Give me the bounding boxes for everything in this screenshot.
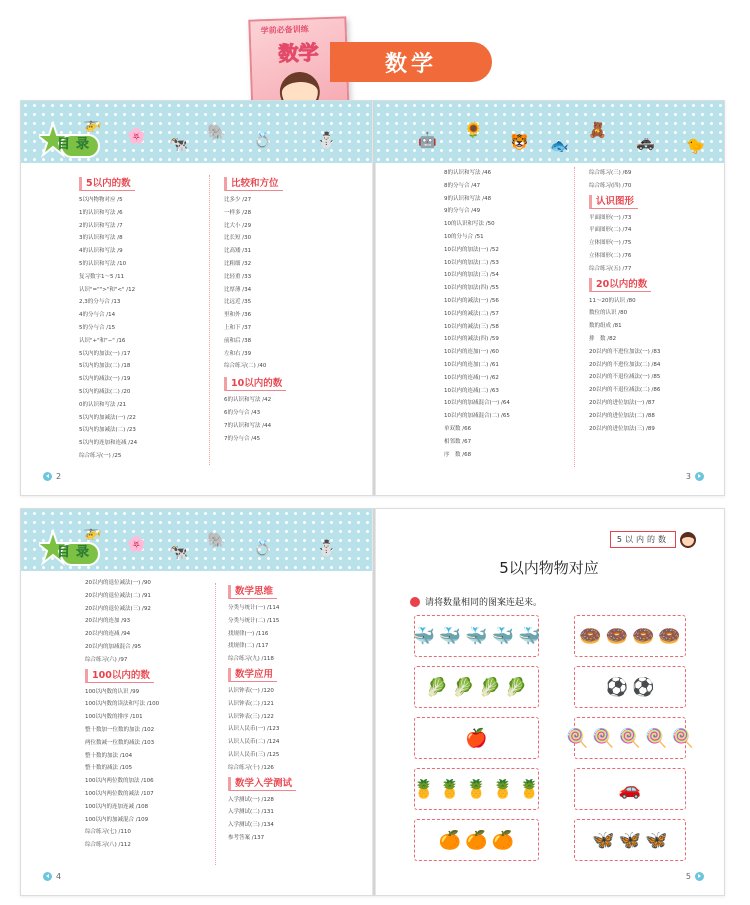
lollipops-icon: 🍭 xyxy=(671,727,695,749)
toc-entry: 综合练习(三) /69 xyxy=(589,170,632,176)
whales-icon: 🐳 xyxy=(491,625,515,647)
section-heading: 10以内的数 xyxy=(224,377,286,391)
toc-col-2 xyxy=(224,175,286,445)
elephant-icon: 🐘 xyxy=(207,123,226,141)
toc-entry: 10的认识和写法 /50 xyxy=(444,221,495,228)
toc-entry: 8的分与合 /47 xyxy=(444,182,481,189)
next-arrow-icon xyxy=(695,872,704,881)
toc-entry: 10以内的减法(四) /59 xyxy=(444,336,499,343)
toc-entry: 11～20的认识 /80 xyxy=(589,297,636,304)
lollipops-icon: 🍭 xyxy=(592,727,615,749)
toc-entry: 20以内的连减 /94 xyxy=(85,631,131,638)
toc-entry: 5以内的加法(二) /18 xyxy=(79,363,131,370)
toc-entry: 整十数的减法 /105 xyxy=(85,765,133,772)
toc-list xyxy=(79,194,137,463)
section-heading: 数学应用 xyxy=(228,668,277,682)
toc-entry: 找规律(二) /117 xyxy=(228,643,269,650)
cabbages-icon: 🥬 xyxy=(504,676,528,698)
picture-box-butterflies[interactable] xyxy=(574,819,686,861)
tiger-icon: 🐯 xyxy=(510,133,529,151)
toc-entry: 100以内数的认识 /99 xyxy=(85,688,140,695)
toc-entry: 比高矮 /31 xyxy=(224,248,252,255)
toc-col-1 xyxy=(444,167,510,461)
toc-entry: 0的认识和写法 /21 xyxy=(79,401,127,408)
toc-entry: 认识人民币(二) /124 xyxy=(228,739,280,746)
picture-box-balls[interactable] xyxy=(574,666,686,708)
toc-title: 目录 xyxy=(57,545,96,560)
toc-entry: 1的认识和写法 /6 xyxy=(79,209,123,216)
toc-entry: 10以内的减法(一) /56 xyxy=(444,297,499,304)
toc-entry: 10以内的加减混合(二) /65 xyxy=(444,413,510,420)
toc-entry: 入学测试(二) /131 xyxy=(228,809,274,816)
toc-entry: 20以内的退位减法(三) /92 xyxy=(85,605,151,612)
whales-icon: 🐳 xyxy=(412,625,435,647)
toc-entry: 相邻数 /67 xyxy=(444,438,472,445)
toc-entry: 20以内的退位减法(二) /91 xyxy=(85,592,151,599)
pineapples-icon: 🍍 xyxy=(412,778,435,800)
toc-entry: 7的分与合 /45 xyxy=(224,435,261,442)
toc-list xyxy=(224,394,286,445)
book-cover-title: 数学 xyxy=(278,40,319,66)
spread-pages-4-5 xyxy=(20,508,725,896)
whales-icon: 🐳 xyxy=(465,625,488,647)
whales-icon: 🐳 xyxy=(518,625,541,647)
toc-list xyxy=(85,686,159,852)
toc-entry: 认识钟表(二) /121 xyxy=(228,700,274,707)
page-number-text: 2 xyxy=(56,472,62,481)
toc-entry: 10以内的连减(一) /62 xyxy=(444,374,499,381)
toc-entry: 5的分与合 /15 xyxy=(79,324,116,331)
balls-icon: ⚽ xyxy=(605,676,628,698)
page-4 xyxy=(21,509,373,895)
toc-entry: 入学测试(三) /134 xyxy=(228,822,274,829)
toc-entry: 100以内的加减混合 /109 xyxy=(85,816,149,823)
toc-entry: 6的分与合 /43 xyxy=(224,409,261,416)
cow-icon: 🐄 xyxy=(169,135,188,153)
toc-entry: 单双数 /66 xyxy=(444,425,472,432)
flower-icon: 🌸 xyxy=(127,127,146,145)
donuts-icon: 🍩 xyxy=(658,625,681,647)
police-car-icon: 🚓 xyxy=(636,133,655,151)
prev-arrow-icon xyxy=(43,872,52,881)
helicopter-icon: 🚁 xyxy=(83,115,102,133)
pineapples-icon: 🍍 xyxy=(518,778,541,800)
toc-entry: 10以内的连减(二) /63 xyxy=(444,387,499,394)
section-heading: 认识图形 xyxy=(589,195,638,209)
toc-entry: 认识钟表(一) /120 xyxy=(228,687,274,694)
elephant-icon: 🐘 xyxy=(207,531,226,549)
toc-entry: 3的认识和写法 /8 xyxy=(79,235,123,242)
snowman-icon: ⛄ xyxy=(317,539,336,557)
toc-list xyxy=(444,167,510,461)
toc-entry: 综合练习(五) /77 xyxy=(589,265,632,272)
toc-entry: 综合练习(六) /97 xyxy=(85,656,128,663)
toc-entry: 前和后 /38 xyxy=(224,337,252,344)
toc-entry: 5以内的连加和连减 /24 xyxy=(79,440,138,447)
toc-entry: 认识钟表(三) /122 xyxy=(228,713,274,720)
toc-entry: 5以内的减法(二) /20 xyxy=(79,388,131,395)
toc-entry: 5以内的减法(一) /19 xyxy=(79,376,131,383)
toc-col-2 xyxy=(589,167,660,435)
toc-entry: 认识"="">"和"<" /12 xyxy=(79,286,136,293)
toc-entry: 10以内的加法(三) /54 xyxy=(444,272,499,279)
toc-entry: 2,3的分与合 /13 xyxy=(79,299,121,306)
toc-entry: 整十数加一位数的加法 /102 xyxy=(85,726,155,733)
toc-entry: 左和右 /39 xyxy=(224,350,252,357)
toc-entry: 10的分与合 /51 xyxy=(444,233,484,240)
toc-entry: 20以内的进位加法(二) /88 xyxy=(589,412,655,419)
book-cover-top: 学前必备训练 xyxy=(260,24,309,36)
cabbages-icon: 🥬 xyxy=(478,676,501,698)
page-3 xyxy=(374,101,724,495)
girl-avatar-icon xyxy=(680,532,696,548)
fish-icon: 🐟 xyxy=(550,137,569,155)
toc-entry: 20以内的加减混合 /95 xyxy=(85,643,142,650)
donuts-icon: 🍩 xyxy=(632,625,655,647)
instruction-text: 请将数量相同的图案连起来。 xyxy=(425,598,543,608)
balls-icon: ⚽ xyxy=(632,676,655,698)
ring-icon: 💍 xyxy=(253,131,272,149)
toc-list xyxy=(228,794,296,845)
toc-entry: 平面图形(一) /73 xyxy=(589,214,632,221)
car-icon: 🚗 xyxy=(618,778,642,800)
toc-entry: 综合练习(九) /118 xyxy=(228,656,274,663)
toc-col-1 xyxy=(85,577,159,852)
page-number-text: 5 xyxy=(685,872,691,881)
picture-box-lollipops[interactable] xyxy=(565,717,695,759)
page-2 xyxy=(21,101,373,495)
toc-entry: 5以内的加减法(二) /23 xyxy=(79,427,136,434)
page-number xyxy=(686,472,704,481)
apple-icon: 🍎 xyxy=(465,727,488,749)
toc-entry: 5以内的加减法(一) /22 xyxy=(79,414,136,421)
bear-icon: 🧸 xyxy=(588,121,607,139)
toc-entry: 综合练习(一) /25 xyxy=(79,452,122,459)
toc-entry: 100以内数的读法和写法 /100 xyxy=(85,701,160,708)
toc-entry: 参考答案 /137 xyxy=(228,834,265,841)
lesson-title: 5以内物物对应 xyxy=(499,559,599,577)
section-heading: 数学入学测试 xyxy=(228,777,296,791)
toc-entry: 比轻重 /33 xyxy=(224,273,252,280)
toc-entry: 综合练习(七) /110 xyxy=(85,829,131,836)
toc-entry: 10以内的减法(二) /57 xyxy=(444,310,499,317)
toc-entry: 8的认识和写法 /46 xyxy=(444,170,492,176)
toc-entry: 20以内的进位加法(三) /89 xyxy=(589,425,655,432)
chick-icon: 🐤 xyxy=(686,137,705,155)
ring-icon: 💍 xyxy=(253,539,272,557)
toc-entry: 入学测试(一) /128 xyxy=(228,796,274,803)
toc-list xyxy=(589,212,660,276)
page-number xyxy=(686,872,704,881)
toc-title: 目录 xyxy=(57,137,96,152)
spread-pages-2-3 xyxy=(20,100,725,496)
toc-entry: 认识人民币(一) /123 xyxy=(228,726,280,733)
toc-entry: 分类与统计(二) /115 xyxy=(228,617,280,624)
picture-box-car[interactable] xyxy=(574,768,686,810)
toc-col-2 xyxy=(228,583,296,845)
sunflower-icon: 🌻 xyxy=(464,121,483,139)
toc-entry: 立体图形(一) /75 xyxy=(589,240,632,247)
butterflies-icon: 🦋 xyxy=(618,829,642,851)
helicopter-icon: 🚁 xyxy=(83,523,102,541)
snowman-icon: ⛄ xyxy=(317,131,336,149)
toc-entry: 10以内的加法(一) /52 xyxy=(444,246,499,253)
toc-entry: 4的分与合 /14 xyxy=(79,312,116,319)
pineapples-icon: 🍍 xyxy=(465,778,488,800)
toc-entry: 综合练习(二) /40 xyxy=(224,363,267,370)
toc-entry: 20以内的退位减法(一) /90 xyxy=(85,580,151,586)
toc-entry: 100以内数的排序 /101 xyxy=(85,714,143,721)
next-arrow-icon xyxy=(695,472,704,481)
toc-list xyxy=(85,577,159,667)
donuts-icon: 🍩 xyxy=(579,625,602,647)
section-heading: 20以内的数 xyxy=(589,278,651,292)
whales-icon: 🐳 xyxy=(438,625,462,647)
toc-entry: 10以内的连加(一) /60 xyxy=(444,349,499,356)
toc-entry: 数的组成 /81 xyxy=(589,323,622,330)
toc-entry: 一样多 /28 xyxy=(224,209,252,216)
toc-entry: 5的认识和写法 /10 xyxy=(79,260,127,267)
page-number-text: 3 xyxy=(685,472,691,481)
toc-entry: 比远近 /35 xyxy=(224,299,252,306)
picture-box-persimmons[interactable] xyxy=(414,819,539,861)
picture-box-apple[interactable] xyxy=(414,717,539,759)
toc-entry: 综合练习(八) /112 xyxy=(85,842,131,849)
instruction xyxy=(410,595,542,608)
toc-entry: 两位数减一位数的减法 /103 xyxy=(85,739,155,746)
section-heading: 5以内的数 xyxy=(79,177,135,191)
section-heading: 100以内的数 xyxy=(85,669,154,683)
toc-entry: 排 数 /82 xyxy=(589,335,617,342)
toc-entry: 20以内的不退位减法(一) /85 xyxy=(589,374,661,381)
toc-entry: 整十数的加法 /104 xyxy=(85,752,133,759)
persimmons-icon: 🍊 xyxy=(438,829,462,851)
toc-entry: 2的认识和写法 /7 xyxy=(79,222,123,229)
flower-icon: 🌸 xyxy=(127,535,146,553)
toc-entry: 20以内的进位加法(一) /87 xyxy=(589,399,655,406)
toc-entry: 100以内的连加连减 /108 xyxy=(85,803,149,810)
toc-entry: 10以内的连加(二) /61 xyxy=(444,361,499,368)
toc-entry: 平面图形(二) /74 xyxy=(589,227,632,234)
lollipops-icon: 🍭 xyxy=(618,727,642,749)
toc-entry: 综合练习(四) /70 xyxy=(589,182,632,189)
chapter-tag xyxy=(610,531,696,548)
lollipops-icon: 🍭 xyxy=(565,727,589,749)
toc-entry: 比厚薄 /34 xyxy=(224,286,252,293)
toc-entry: 认识"+"和"−" /16 xyxy=(79,337,126,344)
toc-list xyxy=(589,167,660,193)
toc-entry: 6的认识和写法 /42 xyxy=(224,397,272,404)
toc-entry: 5以内物物对应 /5 xyxy=(79,197,123,203)
toc-entry: 20以内的连加 /93 xyxy=(85,618,131,625)
cabbages-icon: 🥬 xyxy=(425,676,449,698)
pineapples-icon: 🍍 xyxy=(491,778,515,800)
toc-entry: 7的认识和写法 /44 xyxy=(224,422,272,429)
donuts-icon: 🍩 xyxy=(605,625,628,647)
toc-entry: 10以内的加法(二) /53 xyxy=(444,259,499,266)
toc-entry: 复习数字1～5 /11 xyxy=(79,273,125,280)
toc-entry: 比长短 /30 xyxy=(224,235,252,242)
toc-entry: 比粗细 /32 xyxy=(224,260,252,267)
section-heading: 比较和方位 xyxy=(224,177,283,191)
toc-entry: 20以内的不进位加法(一) /83 xyxy=(589,348,661,355)
toc-entry: 综合练习(十) /126 xyxy=(228,764,274,771)
persimmons-icon: 🍊 xyxy=(465,829,488,851)
pineapples-icon: 🍍 xyxy=(438,778,462,800)
toc-entry: 4的认识和写法 /9 xyxy=(79,248,123,255)
toc-entry: 数位的认识 /80 xyxy=(589,310,628,317)
toc-entry: 10以内的加减混合(一) /64 xyxy=(444,400,510,407)
toc-entry: 9的认识和写法 /48 xyxy=(444,195,492,202)
toc-list xyxy=(228,602,296,666)
toc-entry: 分类与统计(一) /114 xyxy=(228,605,280,611)
picture-box-donuts[interactable] xyxy=(574,615,686,657)
toc-entry: 100以内两位数的减法 /107 xyxy=(85,790,154,797)
toc-entry: 比大小 /29 xyxy=(224,222,252,229)
butterflies-icon: 🦋 xyxy=(645,829,668,851)
column-divider xyxy=(574,167,575,467)
toc-entry: 上和下 /37 xyxy=(224,324,252,331)
subject-banner: 数学 xyxy=(330,42,492,82)
butterflies-icon: 🦋 xyxy=(592,829,615,851)
toc-col-1 xyxy=(79,175,137,463)
toc-entry: 5以内的加法(一) /17 xyxy=(79,350,131,357)
robot-icon: 🤖 xyxy=(418,131,437,149)
prev-arrow-icon xyxy=(43,472,52,481)
section-heading: 数学思维 xyxy=(228,585,277,599)
column-divider xyxy=(215,583,216,865)
toc-list xyxy=(224,194,286,373)
toc-entry: 10以内的减法(三) /58 xyxy=(444,323,499,330)
picture-box-pineapples[interactable] xyxy=(414,768,539,810)
toc-entry: 里和外 /36 xyxy=(224,312,252,319)
column-divider xyxy=(209,175,210,465)
toc-entry: 认识人民币(三) /125 xyxy=(228,751,280,758)
toc-list xyxy=(228,685,296,775)
page-number xyxy=(43,472,61,481)
toc-entry: 100以内两位数的加法 /106 xyxy=(85,778,154,785)
toc-list xyxy=(589,295,660,436)
persimmons-icon: 🍊 xyxy=(491,829,515,851)
picture-box-whales[interactable] xyxy=(414,615,539,657)
toc-entry: 序 数 /68 xyxy=(444,451,472,458)
page-5 xyxy=(374,509,724,895)
cow-icon: 🐄 xyxy=(169,543,188,561)
cabbages-icon: 🥬 xyxy=(452,676,475,698)
toc-entry: 比多少 /27 xyxy=(224,197,252,203)
picture-box-cabbages[interactable] xyxy=(414,666,539,708)
lollipops-icon: 🍭 xyxy=(645,727,668,749)
toc-entry: 20以内的不进位加法(二) /84 xyxy=(589,361,661,368)
tomato-bullet-icon xyxy=(410,597,420,607)
toc-entry: 10以内的加法(四) /55 xyxy=(444,285,499,292)
page-number-text: 4 xyxy=(56,872,62,881)
toc-entry: 9的分与合 /49 xyxy=(444,208,481,215)
toc-entry: 立体图形(二) /76 xyxy=(589,252,632,259)
page-number xyxy=(43,872,61,881)
toc-entry: 找规律(一) /116 xyxy=(228,630,269,637)
chapter-tag-label: 5以内的数 xyxy=(610,531,676,548)
toc-entry: 20以内的不退位减法(二) /86 xyxy=(589,387,661,394)
